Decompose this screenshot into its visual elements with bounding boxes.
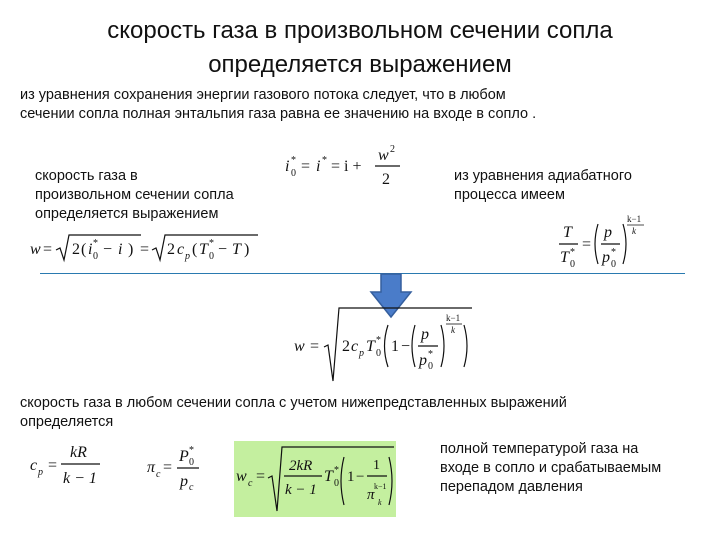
result-sub0-2: 0 [428, 361, 433, 372]
title-line-1: скорость газа в произвольном сечении сопла [107, 17, 613, 44]
result-star-2: * [428, 349, 433, 360]
right-line-1: из уравнения адиабатного [454, 168, 632, 184]
enthalpy-sub0: 0 [291, 168, 296, 179]
cp-den: k − 1 [63, 470, 97, 487]
note-line-1: полной температурой газа на [440, 441, 639, 457]
result-two: 2 [342, 338, 350, 355]
enthalpy-den: 2 [382, 171, 390, 188]
wc-eq: = [256, 468, 266, 485]
bottom-text [20, 394, 710, 432]
velocity-paren-open-2: ( [192, 241, 198, 258]
velocity-formula [28, 232, 263, 266]
pi-eq: = [163, 459, 173, 476]
result-T: T [366, 338, 375, 355]
velocity-c: c [177, 241, 185, 258]
bottom-line-1: скорость газа в любом сечении сопла с учетом нижепредставленных выражений [20, 395, 567, 411]
adiabatic-formula [556, 212, 656, 270]
pi-num-sub: 0 [189, 457, 194, 468]
pi-den-sub: c [189, 482, 194, 492]
enthalpy-eq1: = [301, 158, 311, 175]
velocity-T: T [232, 241, 241, 258]
wc-exp-num: k−1 [374, 482, 387, 491]
pi-star: * [189, 445, 194, 456]
velocity-two-1: 2 [72, 241, 80, 258]
adiabatic-T: T [563, 224, 572, 241]
velocity-i0: i [88, 241, 93, 258]
pi-formula [145, 442, 205, 492]
wc-one-2: 1 [373, 458, 380, 473]
left-line-3: определяется выражением [35, 206, 219, 222]
wc-formula [234, 441, 396, 517]
result-minus: − [401, 338, 411, 355]
wc-T: T [324, 468, 333, 485]
cp-formula [28, 440, 108, 490]
velocity-minus: − [103, 241, 113, 258]
wc-pi: π [367, 487, 375, 503]
cp-p: p [38, 467, 43, 478]
result-c: c [351, 338, 359, 355]
result-paren-inner-left [412, 325, 415, 367]
velocity-eq2: = [140, 241, 150, 258]
wc-exp-den: k [378, 498, 382, 507]
wc-paren-right [389, 457, 392, 505]
velocity-T0: T [199, 241, 208, 258]
result-one: 1 [391, 338, 399, 355]
left-line-2: произвольном сечении сопла [35, 187, 234, 203]
velocity-star-2: * [209, 238, 214, 249]
adiabatic-T0: T [560, 249, 569, 266]
result-pd: p [419, 352, 427, 369]
wc-sub0: 0 [334, 478, 339, 489]
velocity-i: i [118, 241, 123, 258]
left-line-1: скорость газа в [35, 168, 138, 184]
adiabatic-eq: = [582, 236, 592, 253]
enthalpy-star-2: * [322, 155, 327, 166]
result-w: w [294, 338, 305, 355]
velocity-minus-2: − [218, 241, 228, 258]
result-p: p [359, 348, 364, 359]
result-sub0: 0 [376, 348, 381, 359]
wc-one: 1 [347, 469, 355, 485]
velocity-star: * [93, 238, 98, 249]
velocity-paren-close-2: ) [244, 241, 250, 258]
wc-num: 2kR [289, 458, 313, 474]
adiabatic-p0: p [602, 249, 610, 266]
result-paren-inner-right [441, 325, 444, 367]
adiabatic-sub0-2: 0 [611, 259, 616, 270]
enthalpy-i0: i [285, 158, 290, 175]
adiabatic-star: * [570, 247, 575, 258]
cp-eq: = [48, 457, 58, 474]
pi-symbol: π [147, 459, 156, 476]
velocity-paren-close: ) [128, 241, 134, 258]
pi-sub-c: c [156, 469, 161, 480]
enthalpy-eq2: = i + [331, 158, 362, 175]
velocity-sub0: 0 [93, 251, 98, 262]
intro-line-2: сечении сопла полная энтальпия газа равна ее значению на входе в сопло . [20, 106, 537, 122]
velocity-sub0-2: 0 [209, 251, 214, 262]
intro-paragraph [20, 86, 710, 124]
wc-star: * [334, 465, 339, 476]
slide-title [0, 14, 720, 82]
note-line-2: входе в сопло и срабатываемым [440, 460, 662, 476]
adiabatic-star-2: * [611, 247, 616, 258]
result-star: * [376, 335, 381, 346]
wc-w: w [236, 468, 247, 485]
adiabatic-exp-num: k−1 [627, 214, 642, 224]
enthalpy-star: * [291, 155, 296, 166]
result-pn: p [421, 326, 429, 343]
result-paren-left [385, 325, 389, 367]
adiabatic-exp-den: k [632, 226, 636, 236]
cp-num: kR [70, 444, 87, 461]
right-line-2: процесса имеем [454, 187, 565, 203]
adiabatic-paren-left [595, 224, 598, 264]
enthalpy-formula [280, 140, 410, 190]
pi-den: p [180, 473, 188, 490]
result-eq: = [310, 338, 320, 355]
left-text [35, 167, 265, 224]
note-text [440, 440, 710, 497]
wc-paren-left [341, 457, 344, 505]
enthalpy-w: w [378, 147, 389, 164]
result-formula [290, 305, 475, 385]
wc-den: k − 1 [285, 482, 317, 498]
enthalpy-istar: i [316, 158, 321, 175]
intro-line-1: из уравнения сохранения энергии газового потока следует, что в любом [20, 87, 506, 103]
pi-num: P [179, 448, 189, 465]
adiabatic-sub0: 0 [570, 259, 575, 270]
enthalpy-sup2: 2 [390, 144, 395, 155]
velocity-two-2: 2 [167, 241, 175, 258]
velocity-paren-open: ( [81, 241, 87, 258]
adiabatic-p: p [604, 224, 612, 241]
title-line-2: определяется выражением [208, 51, 512, 78]
result-paren-right [464, 325, 467, 367]
right-text [454, 167, 694, 205]
adiabatic-paren-right [623, 224, 626, 264]
cp-c: c [30, 457, 38, 474]
result-exp-num: k−1 [446, 313, 461, 323]
wc-c: c [248, 478, 253, 489]
velocity-w: w [30, 241, 41, 258]
result-exp-den: k [451, 325, 455, 335]
divider-line [40, 273, 685, 274]
velocity-p: p [185, 251, 190, 262]
velocity-eq1: = [43, 241, 53, 258]
bottom-line-2: определяется [20, 414, 114, 430]
wc-minus: − [356, 469, 365, 485]
note-line-3: перепадом давления [440, 479, 583, 495]
